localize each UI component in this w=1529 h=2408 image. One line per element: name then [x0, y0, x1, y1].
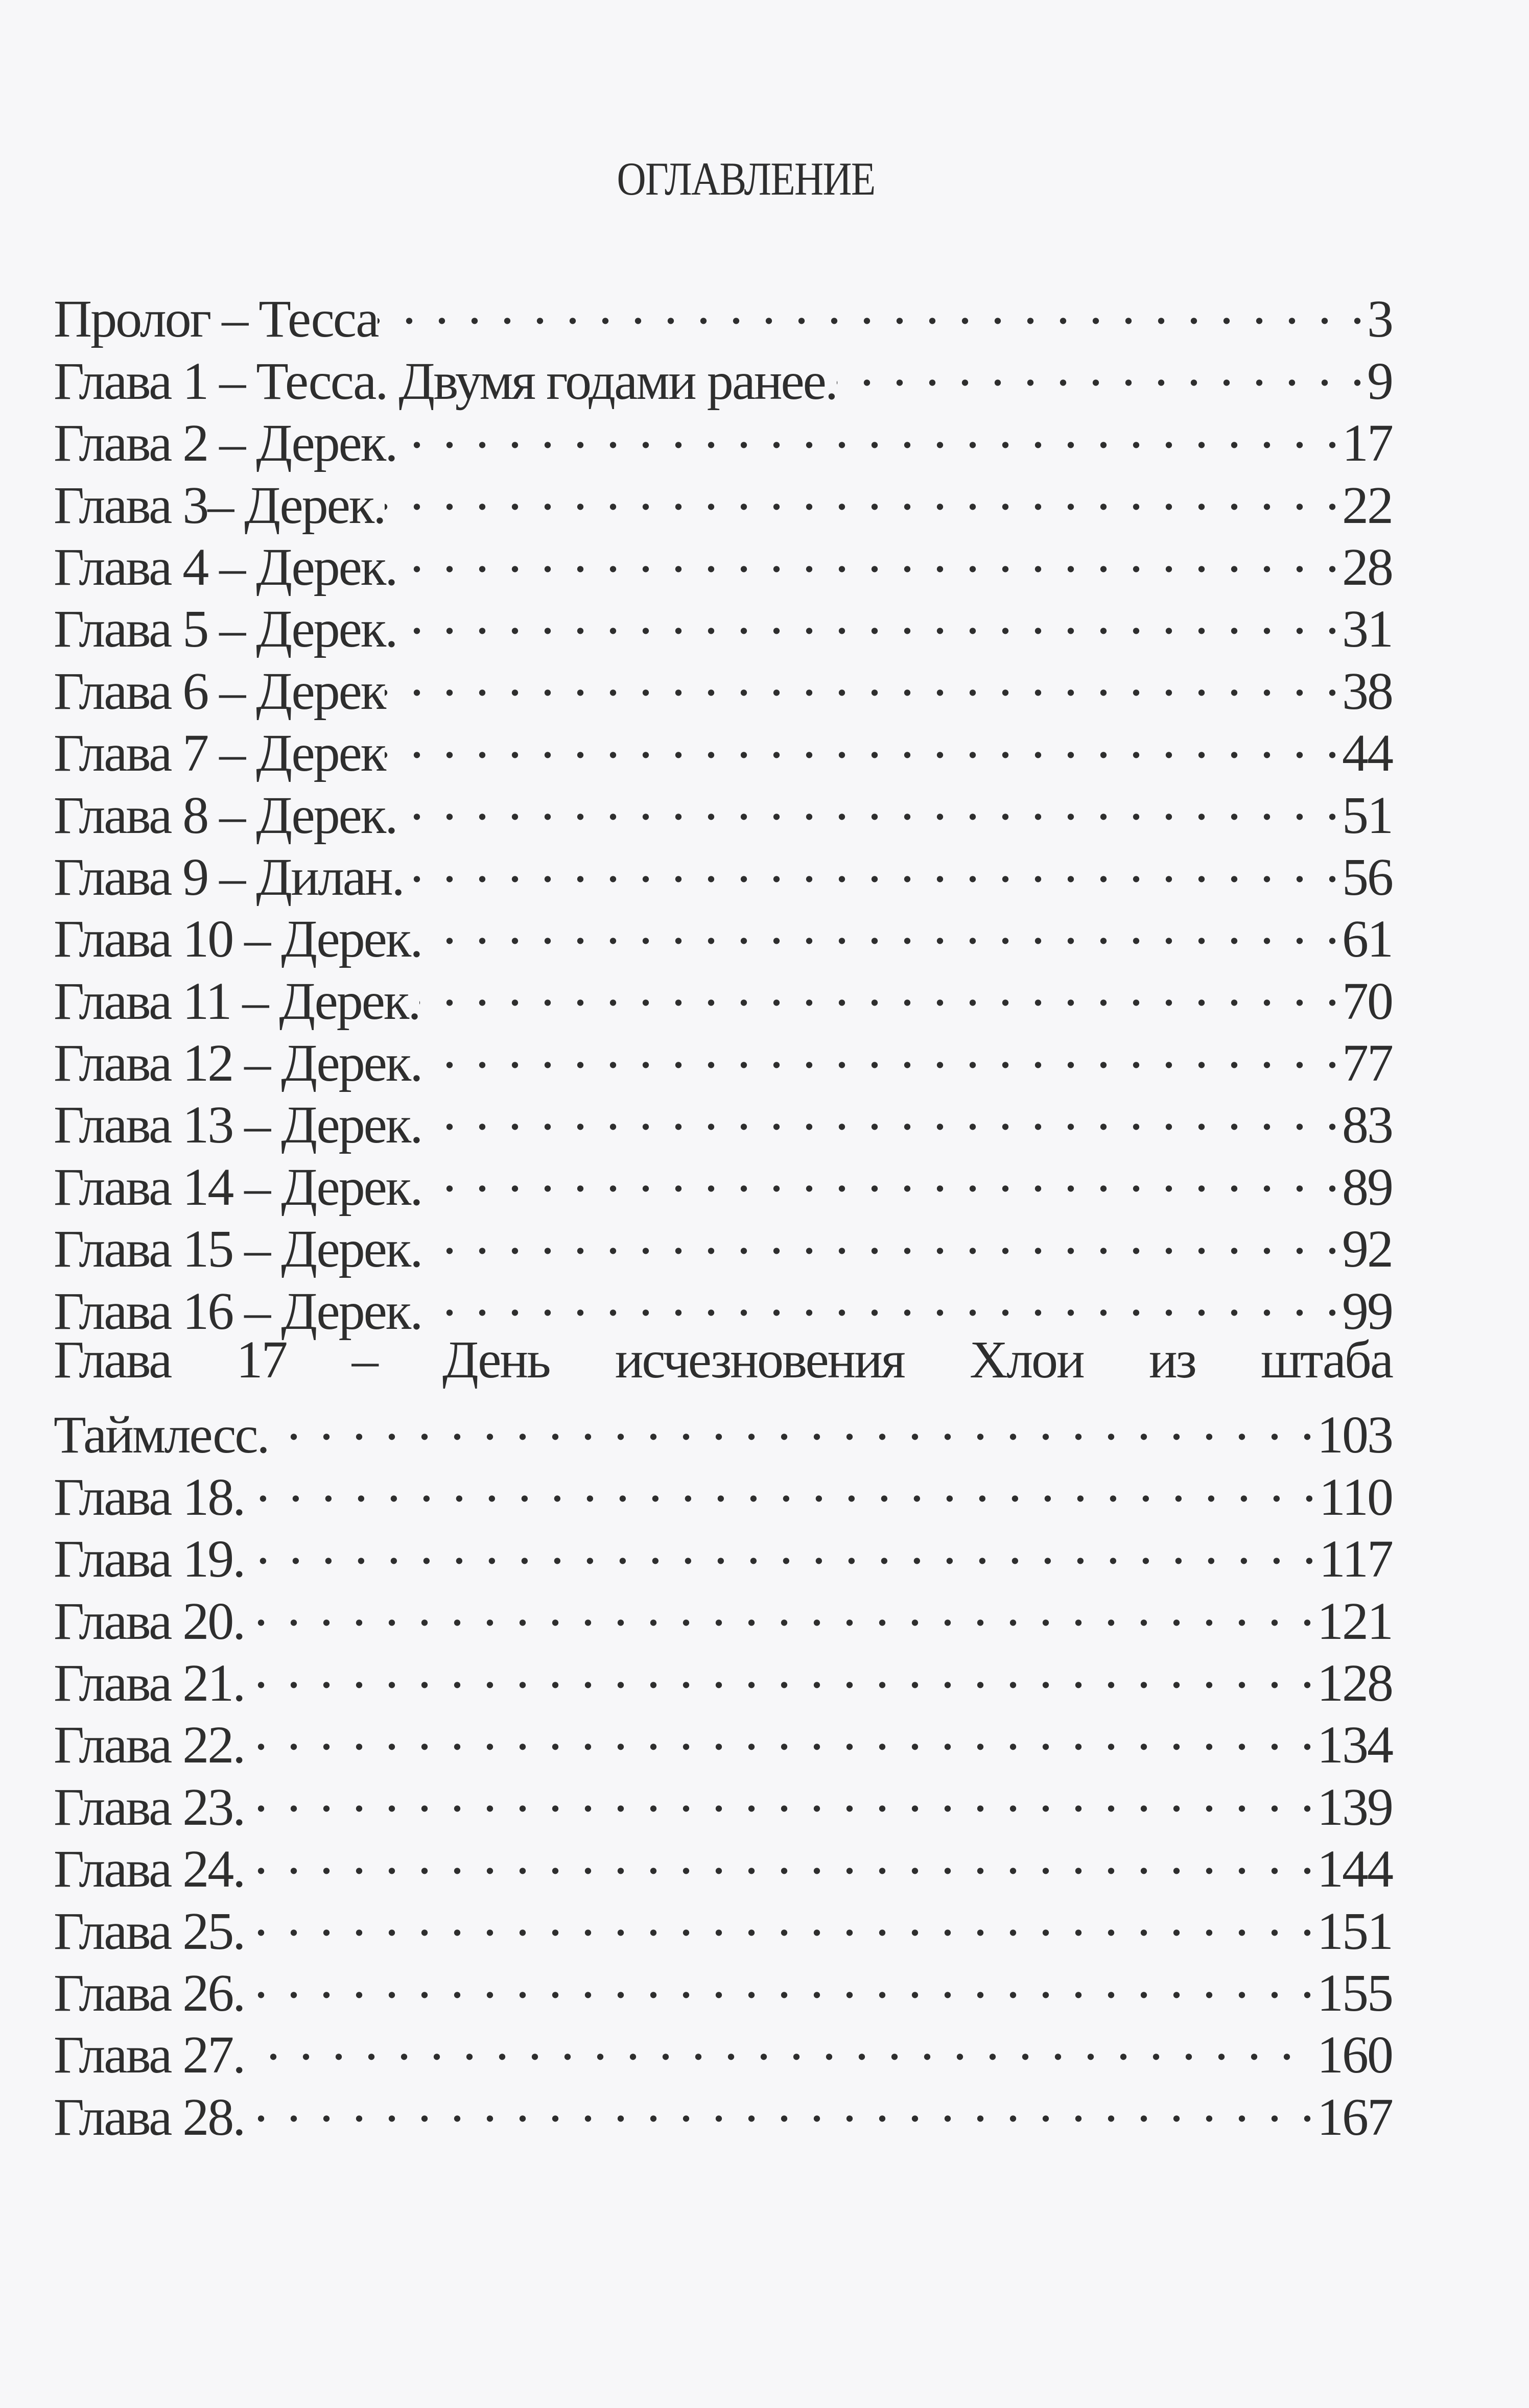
dot-leader — [244, 1639, 1317, 1701]
dot-leader — [385, 461, 1342, 522]
entry-label: Глава 6 – Дерек — [54, 661, 385, 721]
entry-label: Глава 27. — [54, 2025, 245, 2085]
entry-page: 128 — [1317, 1653, 1392, 1712]
dot-leader — [244, 1515, 1319, 1577]
entry-label: Глава 14 – Дерек. — [54, 1157, 422, 1217]
entry-label: Глава 22. — [54, 1715, 245, 1775]
entry-page: 3 — [1367, 290, 1392, 349]
entry-page: 134 — [1317, 1715, 1392, 1775]
entry-page: 28 — [1342, 537, 1392, 597]
dot-leader — [421, 1081, 1342, 1142]
entry-page: 155 — [1317, 1963, 1392, 2022]
entry-label: Глава 3– Дерек. — [54, 475, 385, 535]
toc-entry — [54, 1825, 1392, 1899]
dot-leader — [244, 2011, 1297, 2072]
entry-page: 56 — [1342, 847, 1392, 907]
dot-leader — [396, 399, 1342, 461]
entry-page: 51 — [1342, 785, 1392, 845]
entry-label: Глава 1 – Тесса. Двумя годами ранее. — [54, 351, 837, 411]
toc-entry — [54, 1452, 1392, 1527]
dot-leader — [404, 833, 1342, 895]
toc-entry — [54, 2011, 1392, 2085]
entry-label: Глава 21. — [54, 1653, 245, 1712]
toc-entry — [54, 1887, 1392, 1961]
entry-label: Глава 19. — [54, 1530, 245, 1589]
entry-label: Глава 20. — [54, 1591, 245, 1651]
dot-leader — [396, 523, 1342, 585]
toc-entry-continuation — [54, 1391, 1392, 1465]
entry-label: Глава 5 – Дерек. — [54, 600, 397, 659]
toc-entry — [54, 1577, 1392, 1651]
entry-page: 167 — [1317, 2087, 1392, 2147]
toc-entry — [54, 2072, 1392, 2147]
dot-leader — [244, 1762, 1317, 1824]
entry-label: Глава 26. — [54, 1963, 245, 2022]
dot-leader — [385, 647, 1342, 708]
toc-entry — [54, 1762, 1392, 1837]
entry-page: 160 — [1317, 2025, 1392, 2085]
entry-page: 139 — [1317, 1777, 1392, 1837]
entry-label: Таймлесс. — [54, 1405, 269, 1465]
entry-page: 77 — [1342, 1034, 1392, 1093]
entry-label: Глава 8 – Дерек. — [54, 785, 397, 845]
dot-leader — [244, 1452, 1319, 1514]
toc-entry — [54, 275, 1392, 349]
dot-leader — [244, 1887, 1317, 1948]
entry-page: 89 — [1342, 1157, 1392, 1217]
entry-label: Глава 24. — [54, 1840, 245, 1899]
dot-leader — [244, 1701, 1317, 1762]
entry-page: 22 — [1342, 475, 1392, 535]
entry-page: 44 — [1342, 724, 1392, 783]
dot-leader — [244, 1825, 1317, 1887]
dot-leader — [421, 1142, 1342, 1204]
entry-page: 110 — [1319, 1467, 1392, 1527]
dot-leader — [244, 1949, 1317, 2011]
entry-page: 38 — [1342, 661, 1392, 721]
dot-leader — [421, 1019, 1342, 1081]
entry-page: 9 — [1367, 351, 1392, 411]
toc-entry — [54, 1701, 1392, 1775]
entry-label: Глава 13 – Дерек. — [54, 1095, 422, 1155]
entry-label: Глава 16 – Дерек. — [54, 1281, 422, 1341]
dot-leader — [244, 2072, 1317, 2134]
entry-page: 92 — [1342, 1220, 1392, 1279]
entry-page: 70 — [1342, 971, 1392, 1031]
toc-entry — [54, 1329, 1392, 1391]
entry-label: Глава 12 – Дерек. — [54, 1034, 422, 1093]
dot-leader — [269, 1391, 1317, 1452]
dot-leader — [419, 957, 1342, 1018]
entry-label: Глава 17 – День исчезновения Хлои из штаба — [54, 1330, 1392, 1389]
entry-page: 31 — [1342, 600, 1392, 659]
entry-label: Глава 2 – Дерек. — [54, 414, 397, 473]
dot-leader — [421, 1205, 1342, 1267]
dot-leader — [421, 895, 1342, 957]
entry-page: 144 — [1317, 1840, 1392, 1899]
entry-page: 17 — [1342, 414, 1392, 473]
entry-label: Глава 18. — [54, 1467, 245, 1527]
dot-leader — [378, 275, 1367, 337]
entry-label: Глава 28. — [54, 2087, 245, 2147]
entry-page: 99 — [1342, 1281, 1392, 1341]
dot-leader — [385, 709, 1342, 771]
entry-label: Глава 9 – Дилан. — [54, 847, 404, 907]
dot-leader — [421, 1267, 1342, 1328]
entry-label: Глава 25. — [54, 1901, 245, 1961]
entry-label: Глава 10 – Дерек. — [54, 910, 422, 969]
entry-label: Глава 11 – Дерек. — [54, 971, 420, 1031]
entry-page: 103 — [1317, 1405, 1392, 1465]
dot-leader — [396, 771, 1342, 832]
dot-leader — [837, 337, 1367, 398]
entry-label: Пролог – Тесса — [54, 290, 378, 349]
table-of-contents — [54, 275, 1392, 2147]
entry-page: 121 — [1317, 1591, 1392, 1651]
entry-label: Глава 15 – Дерек. — [54, 1220, 422, 1279]
entry-page: 61 — [1342, 910, 1392, 969]
entry-label: Глава 7 – Дерек — [54, 724, 385, 783]
dot-leader — [244, 1577, 1317, 1638]
entry-page: 151 — [1317, 1901, 1392, 1961]
toc-entry — [54, 1515, 1392, 1589]
entry-label: Глава 4 – Дерек. — [54, 537, 397, 597]
toc-entry — [54, 1639, 1392, 1712]
entry-page: 117 — [1319, 1530, 1392, 1589]
dot-leader — [396, 585, 1342, 647]
entry-label: Глава 23. — [54, 1777, 245, 1837]
entry-page: 83 — [1342, 1095, 1392, 1155]
page-title: ОГЛАВЛЕНИЕ — [617, 153, 875, 205]
toc-entry — [54, 1949, 1392, 2022]
